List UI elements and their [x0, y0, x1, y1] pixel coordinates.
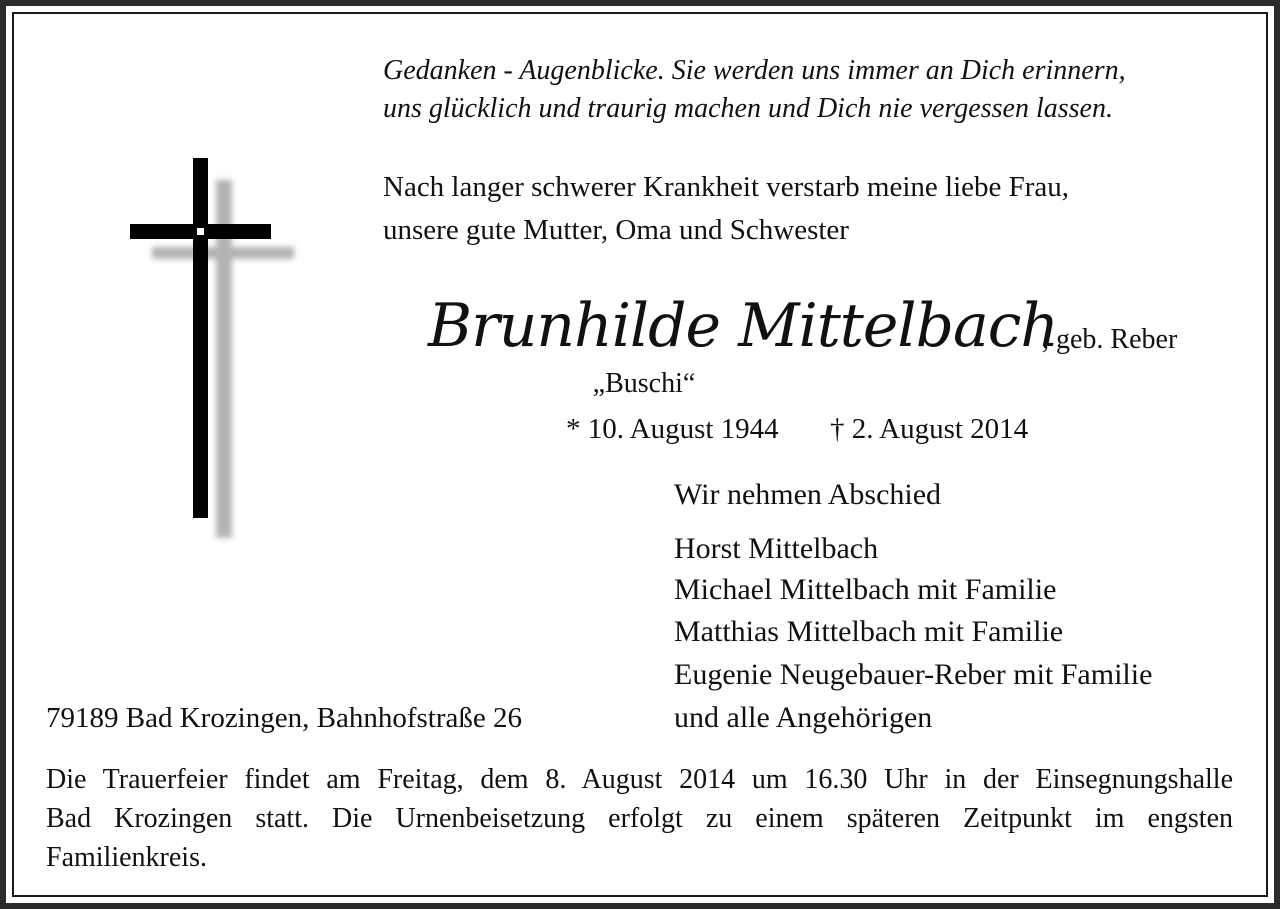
- intro-line-1: Nach langer schwerer Krankheit verstarb meine liebe Frau,: [383, 171, 1070, 203]
- mourner-name: Matthias Mittelbach mit Familie: [674, 615, 1064, 648]
- death-date: † 2. August 2014: [830, 413, 1029, 445]
- service-notice: [46, 760, 1233, 877]
- mourner-name: und alle Angehörigen: [674, 701, 933, 734]
- quote-line-1: Gedanken - Augenblicke. Sie werden uns immer an Dich erinnern,: [383, 55, 1126, 86]
- quote-line-2: uns glücklich und traurig machen und Dich nie vergessen lassen.: [383, 93, 1113, 124]
- mourner-name: Eugenie Neugebauer-Reber mit Familie: [674, 658, 1153, 691]
- service-line-1: Die Trauerfeier findet am Freitag, dem 8. August 2014 um 16.30 Uhr in der Einsegnungshalle: [46, 764, 1233, 795]
- cross-icon: [120, 150, 320, 550]
- deceased-name: Brunhilde Mittelbach: [428, 291, 1059, 361]
- mourner-name: Michael Mittelbach mit Familie: [674, 573, 1057, 606]
- nickname: „Buschi“: [592, 368, 696, 399]
- cross-shape: [130, 158, 271, 518]
- service-line-3: Familienkreis.: [46, 842, 207, 873]
- address: 79189 Bad Krozingen, Bahnhofstraße 26: [46, 702, 522, 734]
- service-line-2: Bad Krozingen statt. Die Urnenbeisetzung erfolgt zu einem späteren Zeitpunkt im engsten: [46, 803, 1233, 834]
- birth-date: * 10. August 1944: [566, 413, 779, 445]
- birth-name: , geb. Reber: [1042, 324, 1178, 355]
- mourner-name: Horst Mittelbach: [674, 532, 879, 565]
- cross-center-highlight: [197, 228, 204, 235]
- intro-line-2: unsere gute Mutter, Oma und Schwester: [383, 214, 849, 246]
- farewell-heading: Wir nehmen Abschied: [674, 478, 942, 511]
